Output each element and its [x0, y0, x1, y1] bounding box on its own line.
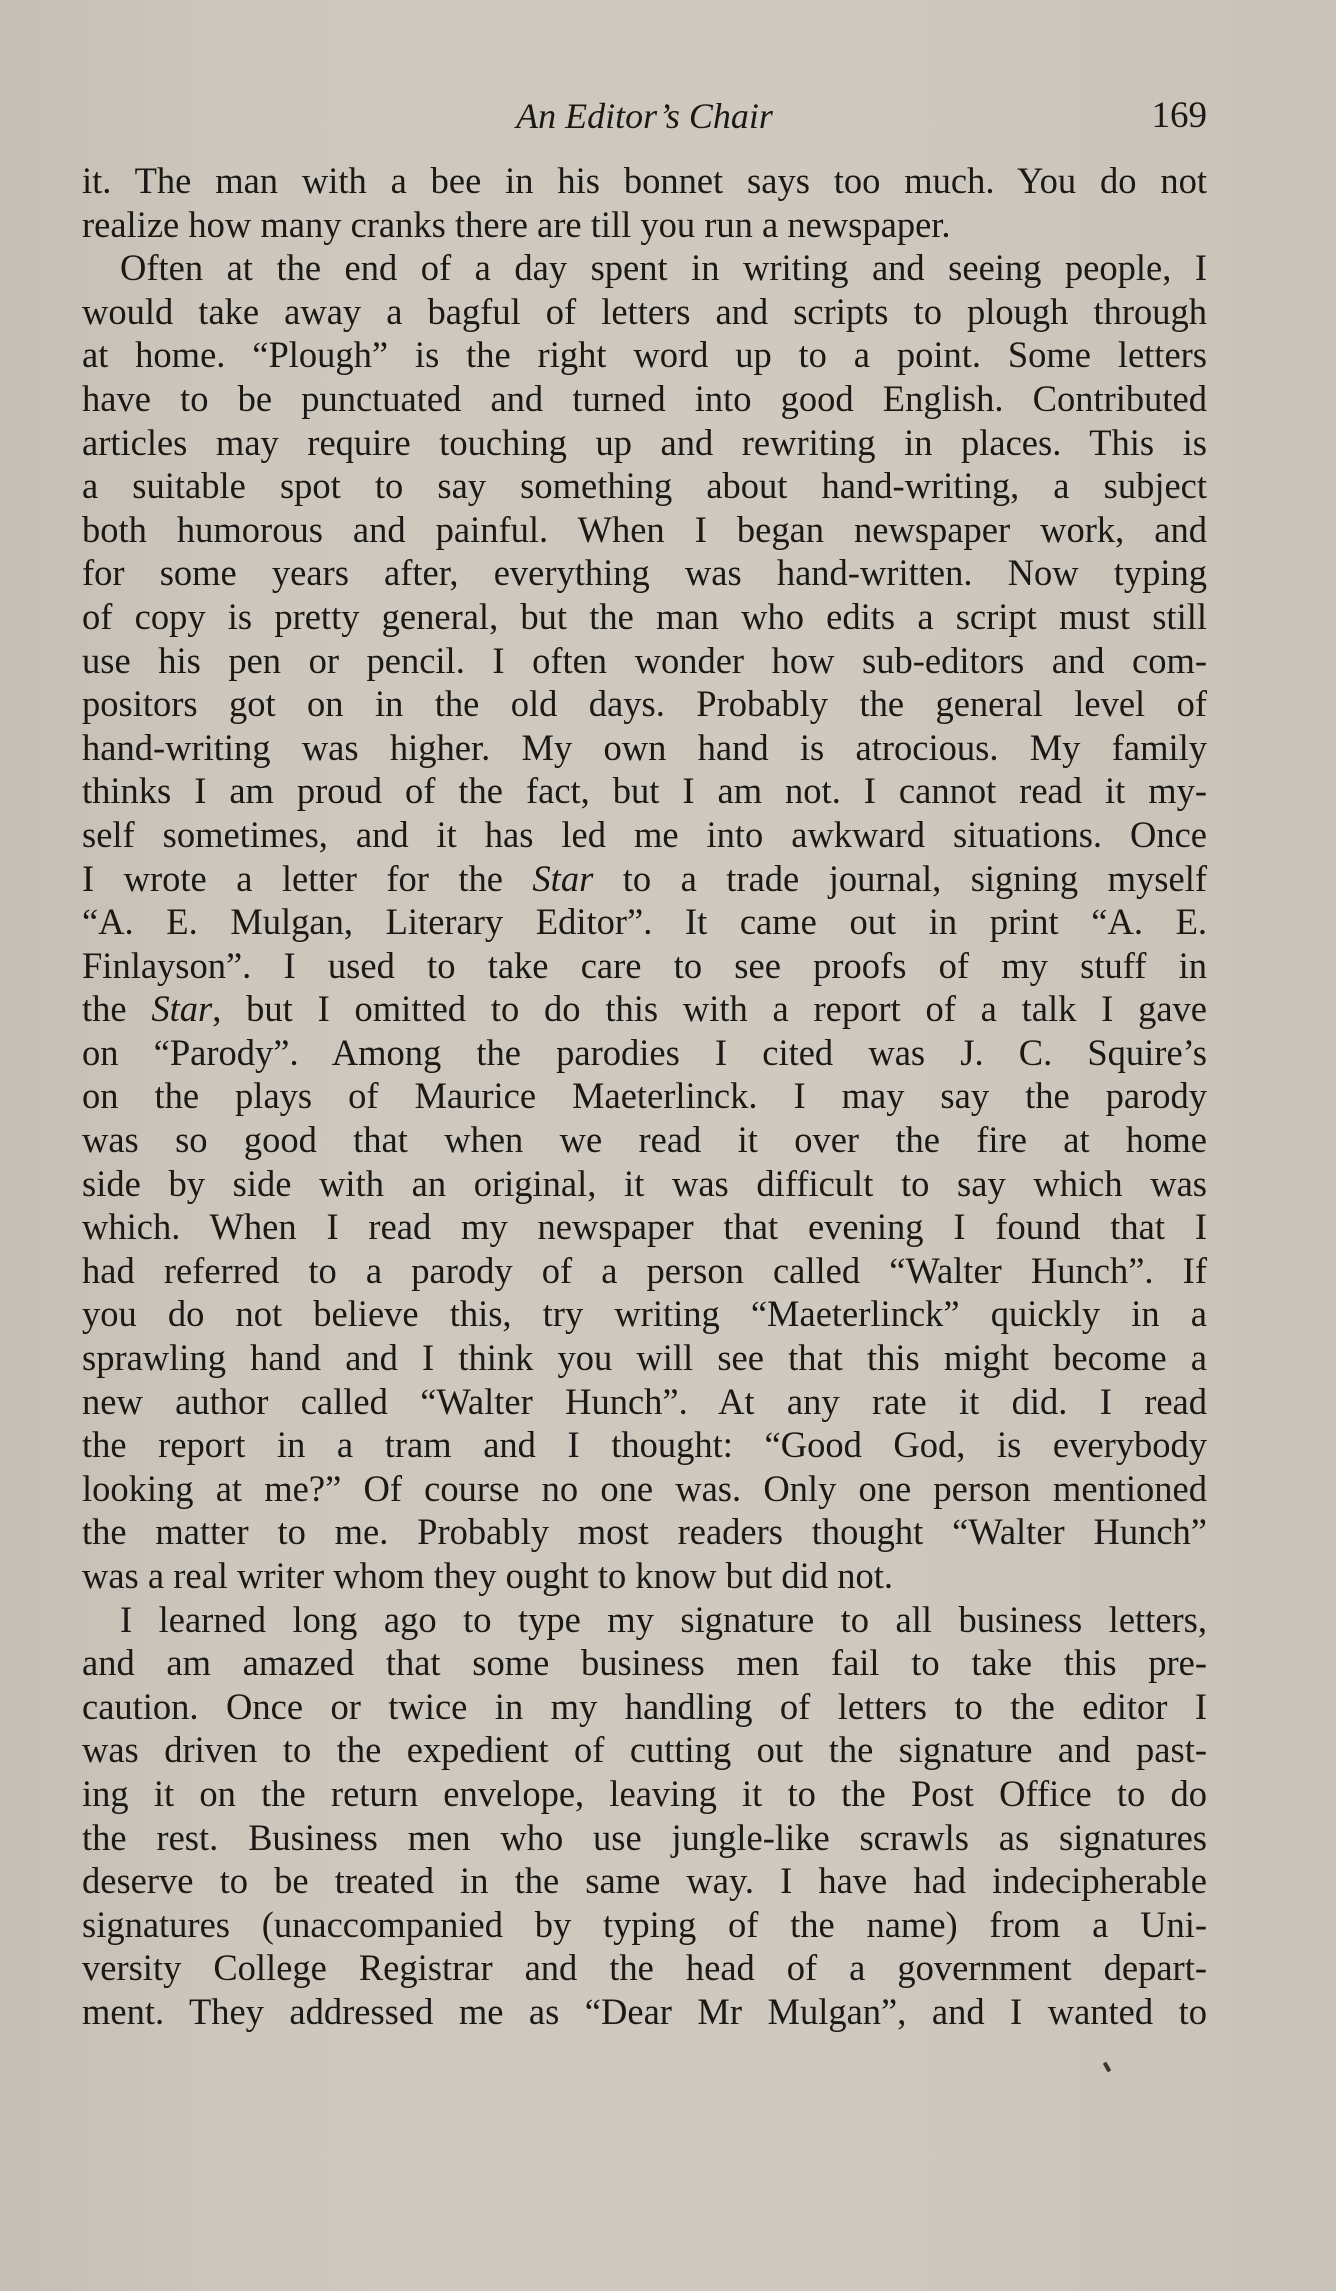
text-line: Often at the end of a day spent in writing and seeing people, I [120, 247, 1207, 289]
text-line: self sometimes, and it has led me into awkward situations. Once [82, 813, 1207, 855]
text-line: use his pen or pencil. I often wonder how sub-editors and com- [82, 639, 1207, 681]
text-line: looking at me?” Of course no one was. Only one person mentioned [82, 1467, 1207, 1509]
text-line: the rest. Business men who use jungle-like scrawls as signatures [82, 1816, 1207, 1858]
text-line: had referred to a parody of a person called “Walter Hunch”. If [82, 1249, 1207, 1291]
text-line: a suitable spot to say something about hand-writing, a subject [82, 465, 1207, 507]
text-line: would take away a bagful of letters and scripts to plough through [82, 290, 1207, 332]
running-title: An Editor’s Chair [516, 96, 773, 136]
text-line: I learned long ago to type my signature to all business letters, [120, 1598, 1207, 1640]
text-line: sprawling hand and I think you will see that this might become a [82, 1337, 1207, 1379]
text-line: it. The man with a bee in his bonnet says too much. You do not [82, 160, 1207, 201]
text-line: new author called “Walter Hunch”. At any rate it did. I read [82, 1380, 1207, 1422]
text-line: on the plays of Maurice Maeterlinck. I may say the parody [82, 1075, 1207, 1117]
text-line: which. When I read my newspaper that evening I found that I [82, 1206, 1207, 1248]
text-line: both humorous and painful. When I began newspaper work, and [82, 508, 1207, 550]
text-line: caution. Once or twice in my handling of letters to the editor I [82, 1685, 1207, 1727]
text-line: the report in a tram and I thought: “Good God, is everybody [82, 1424, 1207, 1466]
text-line: hand-writing was higher. My own hand is atrocious. My family [82, 726, 1207, 768]
page-header [82, 88, 1207, 144]
text-line: was driven to the expedient of cutting out the signature and past- [82, 1729, 1207, 1771]
text-line: I wrote a letter for the Star to a trade journal, signing myself [82, 857, 1207, 899]
body-text [82, 159, 1207, 2034]
text-line: signatures (unaccompanied by typing of the name) from a Uni- [82, 1903, 1207, 1945]
page-number: 169 [1151, 95, 1207, 136]
text-line: have to be punctuated and turned into good English. Contributed [82, 377, 1207, 419]
text-line: “A. E. Mulgan, Literary Editor”. It came out in print “A. E. [82, 901, 1207, 943]
text-line: the Star, but I omitted to do this with a report of a talk I gave [82, 988, 1208, 1030]
text-line: on “Parody”. Among the parodies I cited was J. C. Squire’s [82, 1031, 1207, 1073]
text-line: was a real writer whom they ought to know but did not. [82, 1555, 893, 1596]
text-line: at home. “Plough” is the right word up to a point. Some letters [82, 334, 1207, 376]
text-line: thinks I am proud of the fact, but I am not. I cannot read it my- [82, 770, 1207, 812]
italic-title: Star [151, 988, 213, 1030]
text-line: positors got on in the old days. Probably the general level of [82, 683, 1207, 725]
text-line: for some years after, everything was hand-written. Now typing [82, 552, 1207, 594]
text-line: Finlayson”. I used to take care to see proofs of my stuff in [82, 944, 1207, 986]
text-line: the matter to me. Probably most readers thought “Walter Hunch” [82, 1511, 1207, 1553]
text-line: realize how many cranks there are till you run a newspaper. [82, 203, 951, 245]
text-line: of copy is pretty general, but the man who edits a script must still [82, 595, 1207, 637]
text-line: was so good that when we read it over the fire at home [82, 1119, 1207, 1161]
text-line: you do not believe this, try writing “Maeterlinck” quickly in a [82, 1293, 1207, 1335]
italic-title: Star [532, 857, 594, 899]
text-line: and am amazed that some business men fail to take this pre- [82, 1642, 1207, 1684]
text-line: articles may require touching up and rewriting in places. This is [82, 421, 1207, 463]
paper-speck [1103, 2062, 1111, 2073]
text-line: side by side with an original, it was difficult to say which was [82, 1162, 1207, 1204]
text-line: deserve to be treated in the same way. I have had indecipherable [82, 1860, 1207, 1902]
text-line: ment. They addressed me as “Dear Mr Mulgan”, and I wanted to [82, 1990, 1207, 2032]
text-line: ing it on the return envelope, leaving it to the Post Office to do [82, 1772, 1207, 1814]
text-line: versity College Registrar and the head of a government depart- [82, 1947, 1207, 1989]
